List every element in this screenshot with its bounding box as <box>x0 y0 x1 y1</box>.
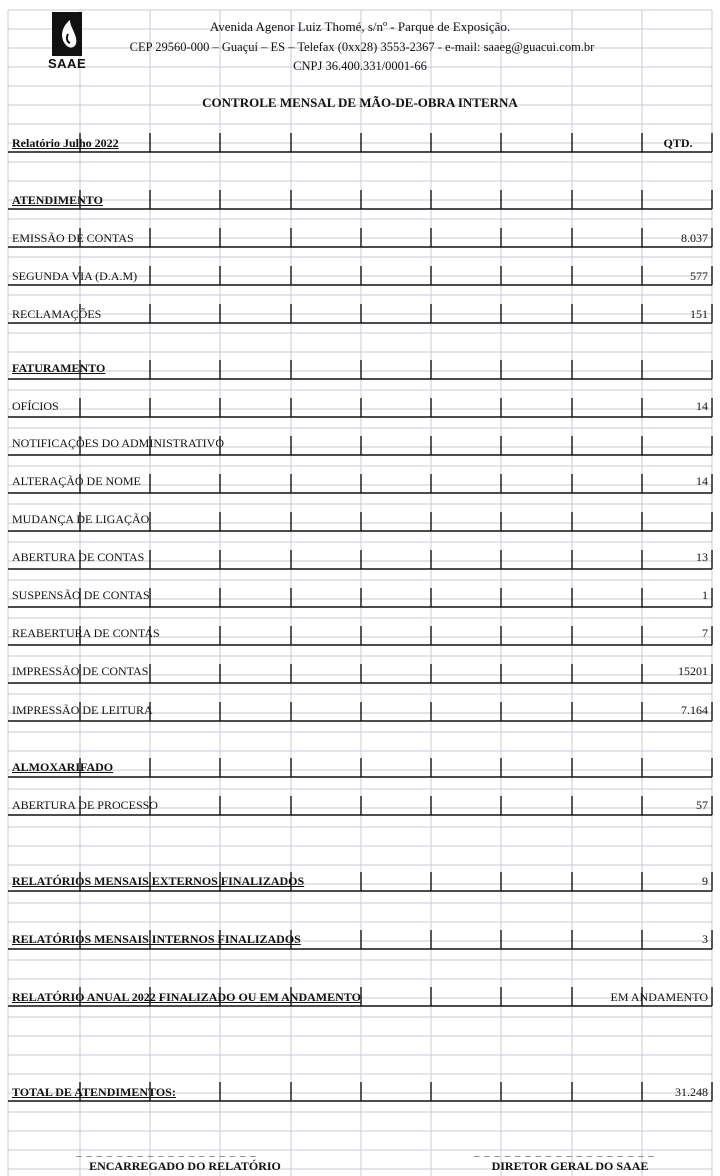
row-label-notificacoes: NOTIFICAÇÕES DO ADMINISTRATIVO <box>12 436 225 450</box>
signature-left-label: ENCARREGADO DO RELATÓRIO <box>89 1159 281 1173</box>
row-label-abertura-contas: ABERTURA DE CONTAS <box>12 550 145 564</box>
row-qty-abertura-processo: 57 <box>696 798 708 812</box>
signature-line-right: _ _ _ _ _ _ _ _ _ _ _ _ _ _ _ _ _ _ <box>474 1146 655 1158</box>
row-label-oficios: OFÍCIOS <box>12 399 59 413</box>
row-label-alteracao: ALTERAÇÃO DE NOME <box>12 474 141 488</box>
row-qty-alteracao: 14 <box>696 474 708 488</box>
row-label-rel-externos: RELATÓRIOS MENSAIS EXTERNOS FINALIZADOS <box>12 874 305 888</box>
row-qty-suspensao: 1 <box>702 588 708 602</box>
logo-text: SAAE <box>48 56 87 71</box>
row-qty-total: 31.248 <box>675 1085 708 1099</box>
row-qty-segunda-via: 577 <box>690 269 708 283</box>
page-title: CONTROLE MENSAL DE MÃO-DE-OBRA INTERNA <box>202 95 518 110</box>
header-cnpj: CNPJ 36.400.331/0001-66 <box>293 59 427 73</box>
row-label-abertura-processo: ABERTURA DE PROCESSO <box>12 798 158 812</box>
row-label-total: TOTAL DE ATENDIMENTOS: <box>12 1085 176 1099</box>
section-almoxarifado: ALMOXARIFADO <box>12 760 114 774</box>
header-address: Avenida Agenor Luiz Thomé, s/nº - Parque de Exposição. <box>209 19 511 34</box>
signature-line-left: _ _ _ _ _ _ _ _ _ _ _ _ _ _ _ _ _ _ <box>76 1146 257 1158</box>
row-label-reabertura: REABERTURA DE CONTAS <box>12 626 160 640</box>
row-label-reclamacoes: RECLAMAÇÕES <box>12 307 102 321</box>
row-qty-abertura-contas: 13 <box>696 550 708 564</box>
row-label-impressao-leitura: IMPRESSÃO DE LEITURA <box>12 703 153 717</box>
row-qty-impressao-contas: 15201 <box>678 664 708 678</box>
row-qty-impressao-leitura: 7.164 <box>681 703 708 717</box>
header-contact: CEP 29560-000 – Guaçuí – ES – Telefax (0xx28) 3553-2367 - e-mail: saaeg@guacui.com.br <box>129 40 595 54</box>
row-label-impressao-contas: IMPRESSÃO DE CONTAS <box>12 664 149 678</box>
row-qty-reabertura: 7 <box>702 626 708 640</box>
signature-right-label: DIRETOR GERAL DO SAAE <box>491 1159 649 1173</box>
section-atendimento: ATENDIMENTO <box>12 193 103 207</box>
row-label-emissao: EMISSÃO DE CONTAS <box>12 231 134 245</box>
row-qty-rel-externos: 9 <box>702 874 708 888</box>
row-qty-rel-internos: 3 <box>702 932 708 946</box>
qty-header: QTD. <box>663 136 693 150</box>
row-label-mudanca: MUDANÇA DE LIGAÇÃO <box>12 512 150 526</box>
row-qty-emissao: 8.037 <box>681 231 708 245</box>
report-label: Relatório Julho 2022 <box>12 136 119 150</box>
row-qty-oficios: 14 <box>696 399 708 413</box>
row-qty-reclamacoes: 151 <box>690 307 708 321</box>
row-qty-rel-anual: EM ANDAMENTO <box>610 990 708 1004</box>
row-label-segunda-via: SEGUNDA VIA (D.A.M) <box>12 269 138 283</box>
row-label-suspensao: SUSPENSÃO DE CONTAS <box>12 588 150 602</box>
row-label-rel-anual: RELATÓRIO ANUAL 2022 FINALIZADO OU EM ANDAMENTO <box>12 990 361 1004</box>
section-faturamento: FATURAMENTO <box>12 361 106 375</box>
row-label-rel-internos: RELATÓRIOS MENSAIS INTERNOS FINALIZADOS <box>12 932 301 946</box>
